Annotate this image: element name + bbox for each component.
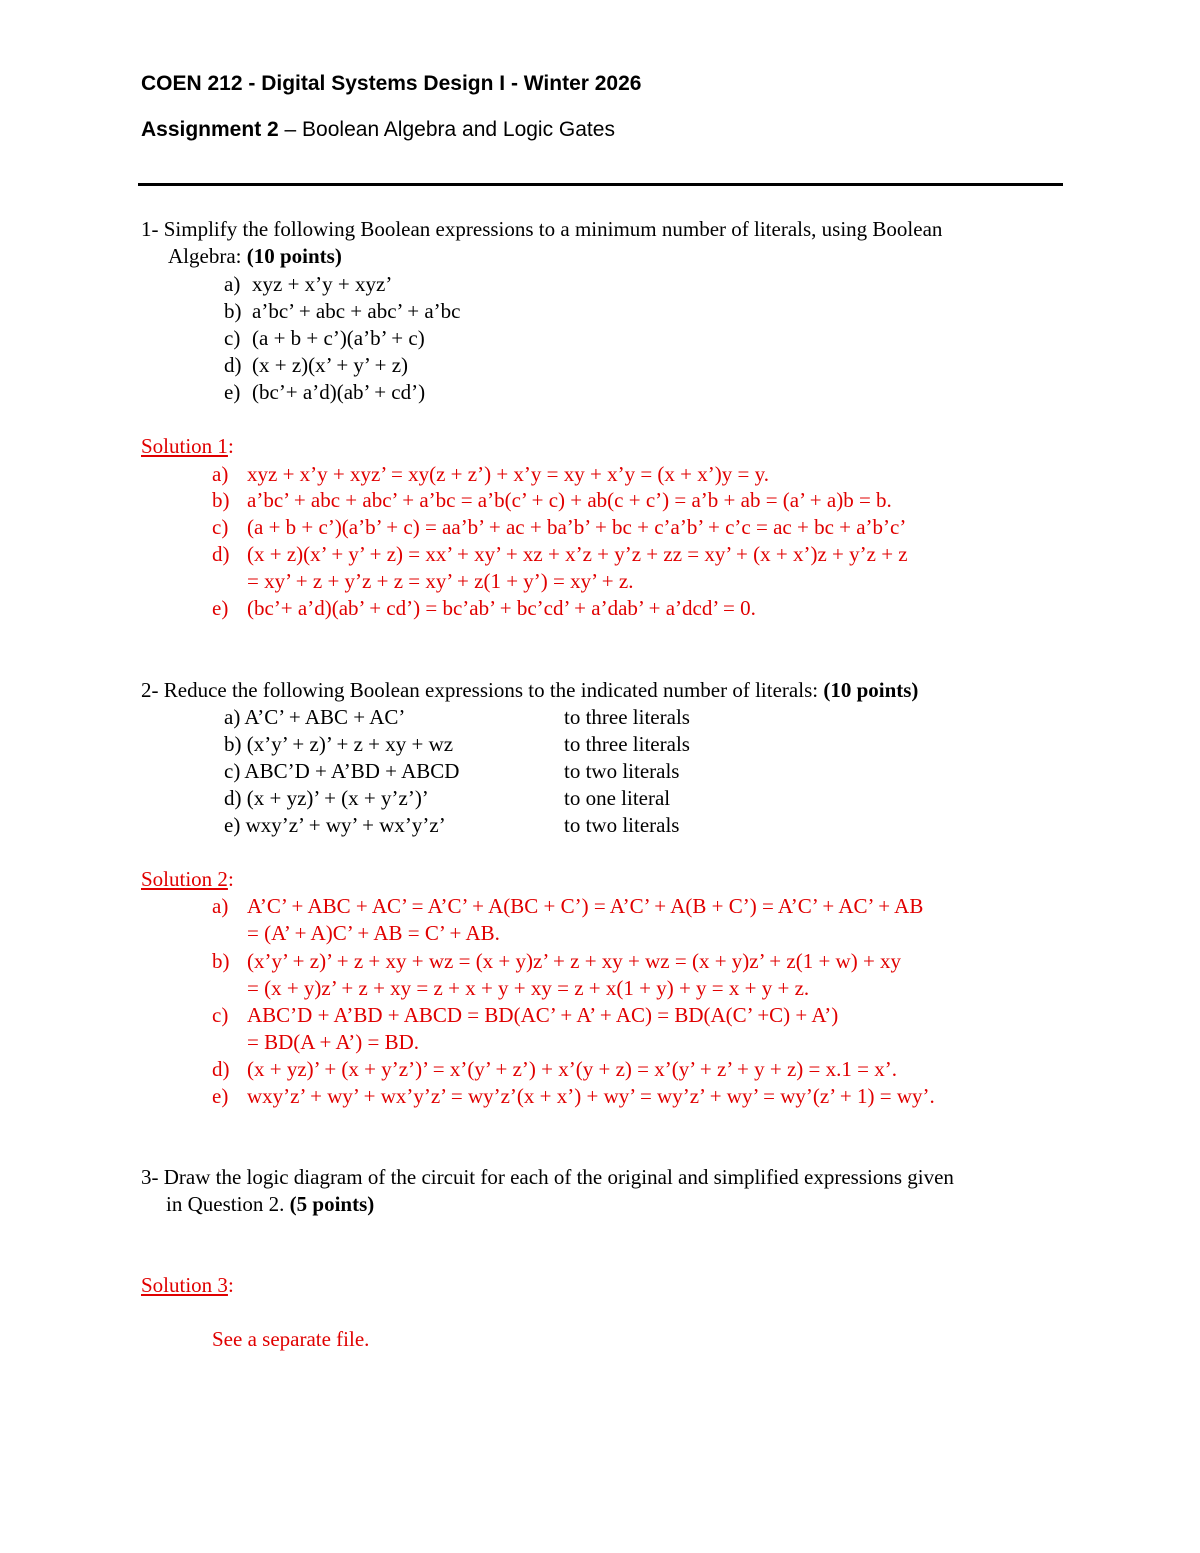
sol2-item-continuation: = (A’ + A)C’ + AB = C’ + AB. bbox=[247, 921, 500, 945]
q2-prompt-text: 2- Reduce the following Boolean expressions to the indicated number of literals: bbox=[141, 678, 824, 702]
sol1-item-label: c) bbox=[212, 515, 229, 539]
sol2-item-line: ABC’D + A’BD + ABCD = BD(AC’ + A’ + AC) = BD(A(C’ +C) + A’) bbox=[247, 1003, 839, 1027]
sol2-item-line: (x + yz)’ + (x + y’z’)’ = x’(y’ + z’) + x’(y + z) = x’(y’ + z’ + y + z) = x.1 = x’. bbox=[247, 1057, 897, 1081]
sol2-item-label: e) bbox=[212, 1084, 229, 1108]
q1-item-label: e) bbox=[224, 380, 241, 404]
solution-2-heading bbox=[141, 866, 234, 892]
sol2-item-line: (x’y’ + z)’ + z + xy + wz = (x + y)z’ + z + xy + wz = (x + y)z’ + z(1 + w) + xy bbox=[247, 949, 902, 973]
solution-2-title: Solution 2 bbox=[141, 867, 228, 891]
q2-item-expr: b) (x’y’ + z)’ + z + xy + wz bbox=[224, 732, 454, 756]
solution-1-heading bbox=[141, 433, 234, 459]
q2-item-target: to two literals bbox=[564, 759, 680, 783]
q1-item-expr: xyz + x’y + xyz’ bbox=[252, 272, 393, 296]
q2-item-expr: e) wxy’z’ + wy’ + wx’y’z’ bbox=[224, 813, 446, 837]
q1-prompt-line1: 1- Simplify the following Boolean expressions to a minimum number of literals, using Boolean bbox=[141, 217, 943, 241]
assignment-number: Assignment 2 bbox=[141, 118, 279, 141]
q2-item-expr: d) (x + yz)’ + (x + y’z’)’ bbox=[224, 786, 429, 810]
q1-item-label: b) bbox=[224, 299, 242, 323]
q1-item-label: d) bbox=[224, 353, 242, 377]
sol1-item-line: a’bc’ + abc + abc’ + a’bc = a’b(c’ + c) + ab(c + c’) = a’b + ab = (a’ + a)b = b. bbox=[247, 488, 892, 512]
sol2-item-label: a) bbox=[212, 894, 229, 918]
sol1-item-label: e) bbox=[212, 596, 229, 620]
q2-item-target: to three literals bbox=[564, 732, 690, 756]
sol1-item-line: (bc’+ a’d)(ab’ + cd’) = bc’ab’ + bc’cd’ + a’dab’ + a’dcd’ = 0. bbox=[247, 596, 756, 620]
assignment-title bbox=[141, 118, 615, 142]
q2-item-expr: c) ABC’D + A’BD + ABCD bbox=[224, 759, 460, 783]
solution-3-note: See a separate file. bbox=[212, 1327, 370, 1351]
q3-prompt-line2 bbox=[166, 1191, 374, 1217]
q2-points: (10 points) bbox=[823, 678, 919, 702]
sol1-item-line: (x + z)(x’ + y’ + z) = xx’ + xy’ + xz + x’z + y’z + zz = xy’ + (x + x’)z + y’z + z bbox=[247, 542, 908, 566]
sol1-item-continuation: = xy’ + z + y’z + z = xy’ + z(1 + y’) = xy’ + z. bbox=[247, 569, 634, 593]
solution-3-heading bbox=[141, 1272, 234, 1298]
sol2-item-line: wxy’z’ + wy’ + wx’y’z’ = wy’z’(x + x’) + wy’ = wy’z’ + wy’ = wy’(z’ + 1) = wy’. bbox=[247, 1084, 935, 1108]
q3-prompt-text: in Question 2. bbox=[166, 1192, 290, 1216]
assignment-topic: – Boolean Algebra and Logic Gates bbox=[278, 118, 615, 141]
sol1-item-line: (a + b + c’)(a’b’ + c) = aa’b’ + ac + ba’b’ + bc + c’a’b’ + c’c = ac + bc + a’b’c’ bbox=[247, 515, 907, 539]
q1-prompt-text: Algebra: bbox=[168, 244, 247, 268]
q2-item-target: to three literals bbox=[564, 705, 690, 729]
sol1-item-label: b) bbox=[212, 488, 230, 512]
solution-3-title: Solution 3 bbox=[141, 1273, 228, 1297]
solution-3-colon: : bbox=[227, 1273, 234, 1297]
q3-prompt-line1: 3- Draw the logic diagram of the circuit for each of the original and simplified expressions given bbox=[141, 1165, 954, 1189]
q1-item-expr: a’bc’ + abc + abc’ + a’bc bbox=[252, 299, 461, 323]
q2-prompt bbox=[141, 677, 918, 703]
q1-item-label: c) bbox=[224, 326, 241, 350]
q1-item-label: a) bbox=[224, 272, 241, 296]
solution-1-colon: : bbox=[227, 434, 234, 458]
q1-item-expr: (bc’+ a’d)(ab’ + cd’) bbox=[252, 380, 426, 404]
sol1-item-label: d) bbox=[212, 542, 230, 566]
sol2-item-line: A’C’ + ABC + AC’ = A’C’ + A(BC + C’) = A’C’ + A(B + C’) = A’C’ + AC’ + AB bbox=[247, 894, 924, 918]
sol2-item-label: c) bbox=[212, 1003, 229, 1027]
solution-1-title: Solution 1 bbox=[141, 434, 228, 458]
q1-prompt-line2 bbox=[168, 243, 342, 269]
q2-item-target: to one literal bbox=[564, 786, 671, 810]
header-divider bbox=[138, 183, 1063, 186]
solution-2-colon: : bbox=[227, 867, 234, 891]
sol2-item-label: d) bbox=[212, 1057, 230, 1081]
sol2-item-continuation: = BD(A + A’) = BD. bbox=[247, 1030, 420, 1054]
q3-points: (5 points) bbox=[289, 1192, 375, 1216]
sol2-item-label: b) bbox=[212, 949, 230, 973]
q2-item-target: to two literals bbox=[564, 813, 680, 837]
q1-item-expr: (x + z)(x’ + y’ + z) bbox=[252, 353, 409, 377]
sol2-item-continuation: = (x + y)z’ + z + xy = z + x + y + xy = z + x(1 + y) + y = x + y + z. bbox=[247, 976, 810, 1000]
q2-item-expr: a) A’C’ + ABC + AC’ bbox=[224, 705, 406, 729]
sol1-item-label: a) bbox=[212, 462, 229, 486]
q1-points: (10 points) bbox=[246, 244, 342, 268]
course-title: COEN 212 - Digital Systems Design I - Winter 2026 bbox=[141, 72, 642, 95]
sol1-item-line: xyz + x’y + xyz’ = xy(z + z’) + x’y = xy + x’y = (x + x’)y = y. bbox=[247, 462, 769, 486]
q1-item-expr: (a + b + c’)(a’b’ + c) bbox=[252, 326, 425, 350]
